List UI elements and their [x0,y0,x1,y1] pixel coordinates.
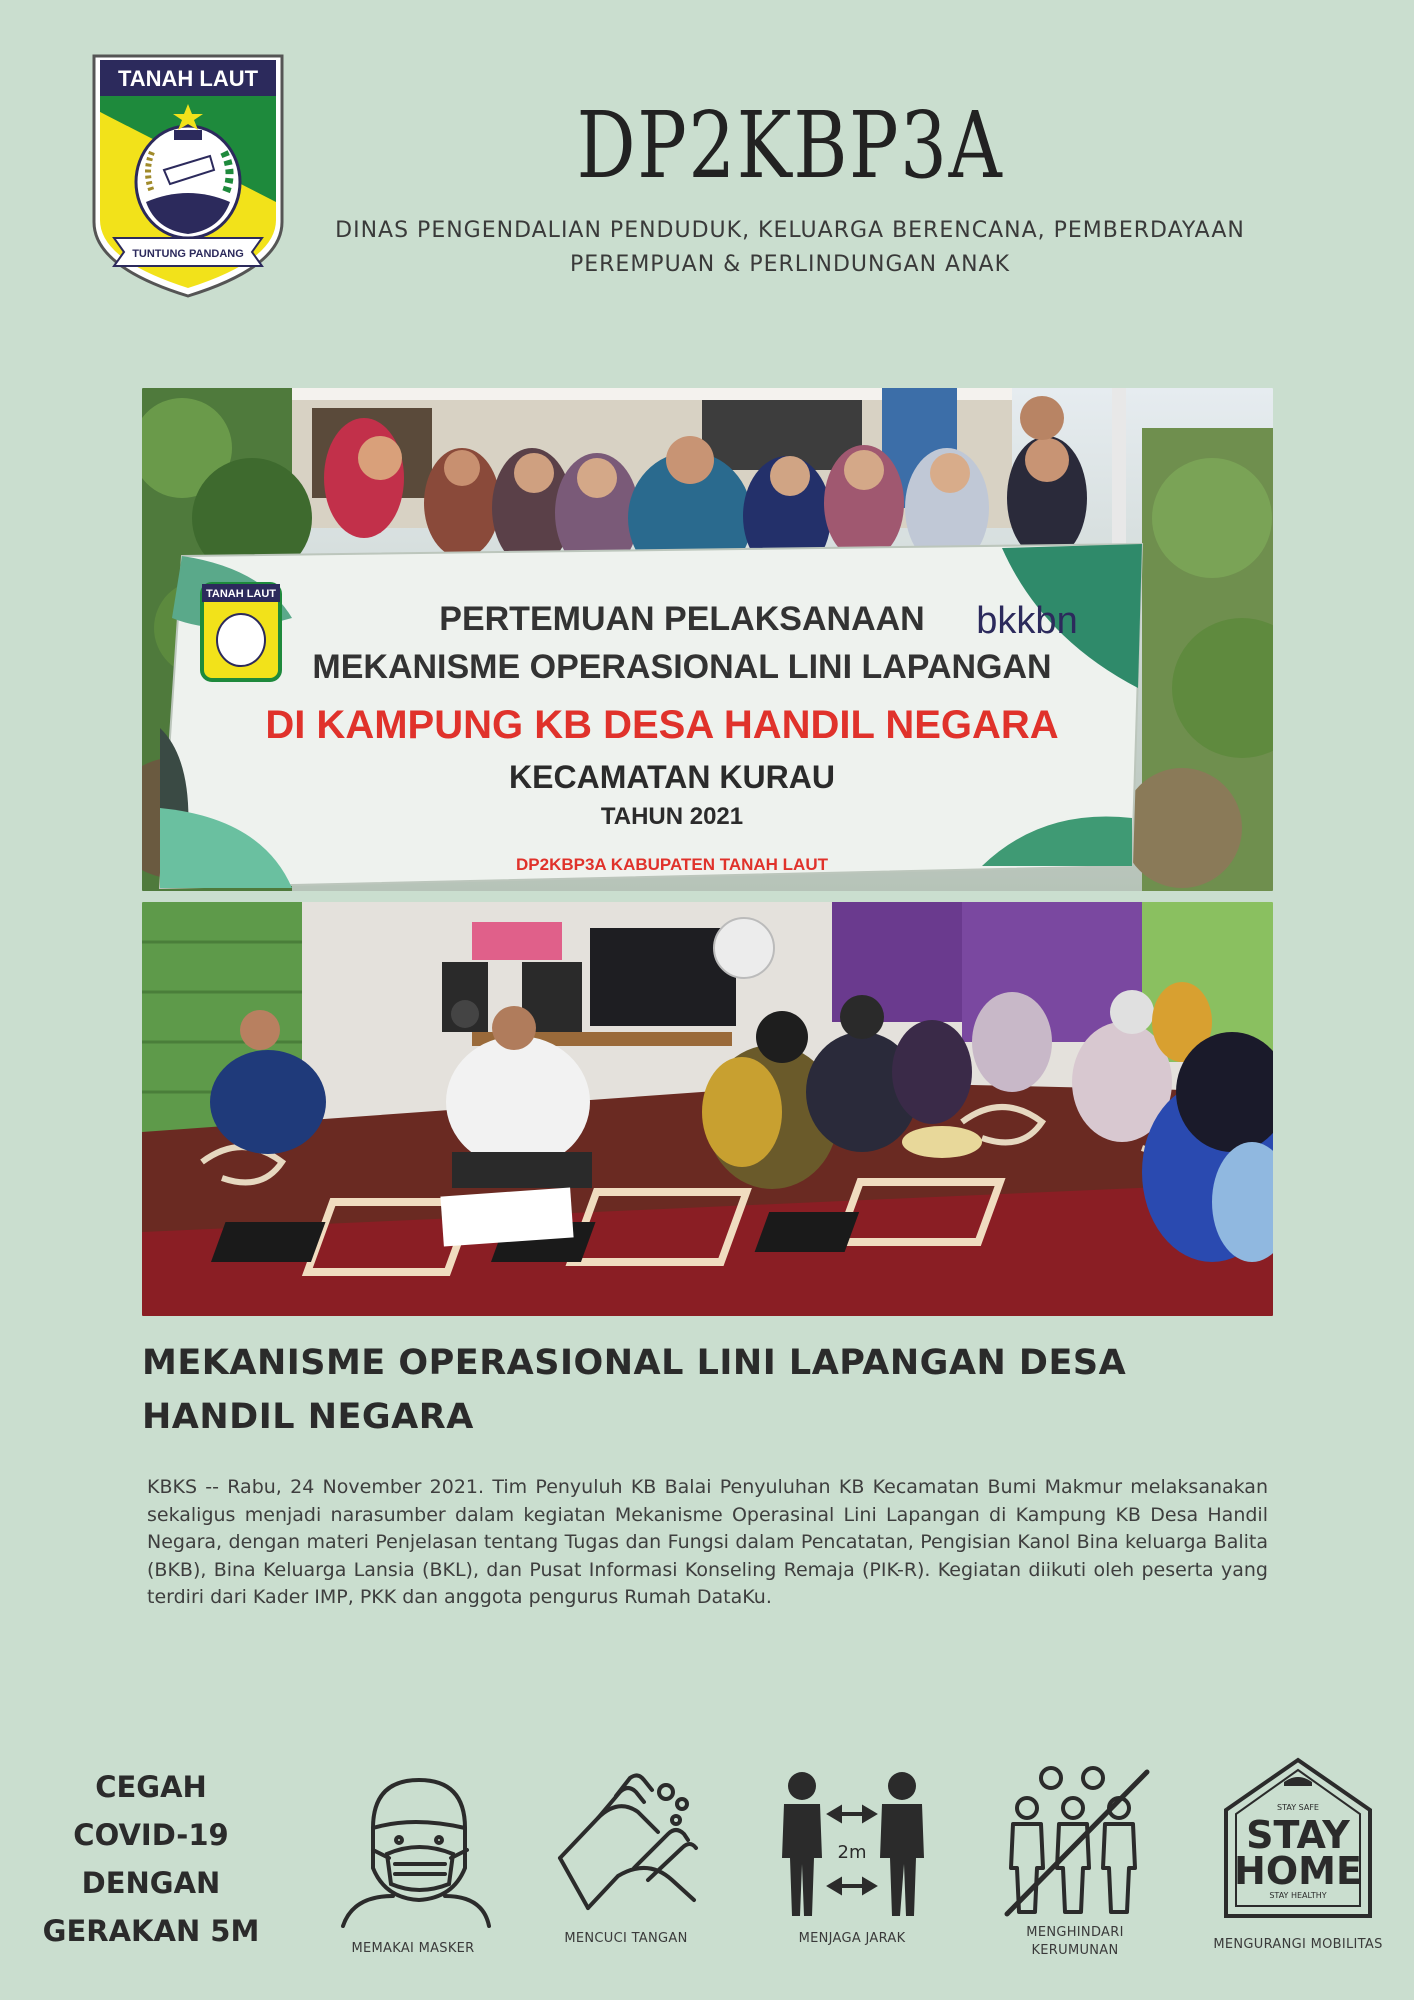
footer-label-handwash: MENCUCI TANGAN [564,1931,688,1946]
stay-healthy-text: STAY HEALTHY [1269,1891,1327,1900]
footer-item-mask [322,1768,504,1958]
handwash-icon [548,1768,704,1918]
banner-line-2: MEKANISME OPERASIONAL LINI LAPANGAN [312,648,1052,686]
campaign-line-4: GERAKAN 5M [42,1914,260,1948]
logo-text: TANAH LAUT [117,66,259,91]
home-text: HOME [1234,1849,1362,1893]
banner-line-6: DP2KBP3A KABUPATEN TANAH LAUT [516,855,828,874]
article-headline: MEKANISME OPERASIONAL LINI LAPANGAN DESA HANDIL NEGARA [142,1343,1127,1437]
crowd-label-line-1: MENGHINDARI [1026,1925,1124,1940]
event-banner [160,544,1142,888]
banner-line-4: KECAMATAN KURAU [509,759,835,795]
group-photo [142,388,1273,891]
campaign-line-1: CEGAH [95,1770,207,1804]
stay-home-icon [1222,1756,1374,1920]
footer-label-distance: MENJAGA JARAK [798,1931,906,1946]
distance-label: 2m [837,1842,867,1863]
covid-campaign-title [40,1763,262,1955]
banner-logo-text: TANAH LAUT [205,588,277,600]
subtitle-line-2: PEREMPUAN & PERLINDUNGAN ANAK [569,252,1011,277]
footer-label-crowd [990,1924,1160,1960]
crowd-icon [997,1764,1153,1918]
subtitle-line-1: DINAS PENGENDALIAN PENDUDUK, KELUARGA BERENCANA, PEMBERDAYAAN [335,218,1245,243]
stay-safe-text: STAY SAFE [1277,1803,1319,1812]
banner-line-1: PERTEMUAN PELAKSANAAN [439,600,925,638]
footer-item-distance [764,1768,940,1948]
article-body: KBKS -- Rabu, 24 November 2021. Tim Penyuluh KB Balai Penyuluhan KB Kecamatan Bumi Makmur melaksanakan sekaligus menjadi narasumber dalam kegiatan Mekanisme Operasinal Lini Lapangan di Kampung KB Desa Handil Negara, dengan materi Penjelasan tentang Tugas dan Fungsi dalam Pencatatan, Pengisian Kanol Bina keluarga Balita (BKB), Bina Keluarga Lansia (BKL), dan Pusat Informasi Konseling Remaja (PIK-R). Kegiatan diikuti oleh peserta yang terdiri dari Kader IMP, PKK dan anggota pengurus Rumah DataKu. [147,1476,1268,1608]
page-title: DP2KBP3A [576,92,1004,199]
meeting-photo [142,902,1273,1316]
crowd-label-line-2: KERUMUNAN [1031,1943,1119,1958]
mask-icon [333,1768,493,1928]
footer-label-mask: MEMAKAI MASKER [351,1941,475,1956]
tanah-laut-logo [90,52,286,300]
stay-text: STAY [1246,1813,1350,1857]
page-subtitle [330,214,1250,282]
footer-item-stay-home [1208,1756,1388,1954]
footer-item-handwash [538,1768,714,1948]
footer-item-crowd [990,1764,1160,1960]
campaign-line-3: DENGAN [81,1866,221,1900]
banner-line-5: TAHUN 2021 [600,803,744,830]
logo-ribbon-text: TUNTUNG PANDANG [132,248,244,260]
distance-icon [774,1768,930,1918]
campaign-line-2: COVID-19 [73,1818,229,1852]
banner-line-3: DI KAMPUNG KB DESA HANDIL NEGARA [265,703,1059,747]
footer-label-stay-home: MENGURANGI MOBILITAS [1213,1937,1383,1952]
bkkbn-logo: bkkbn [976,600,1078,642]
